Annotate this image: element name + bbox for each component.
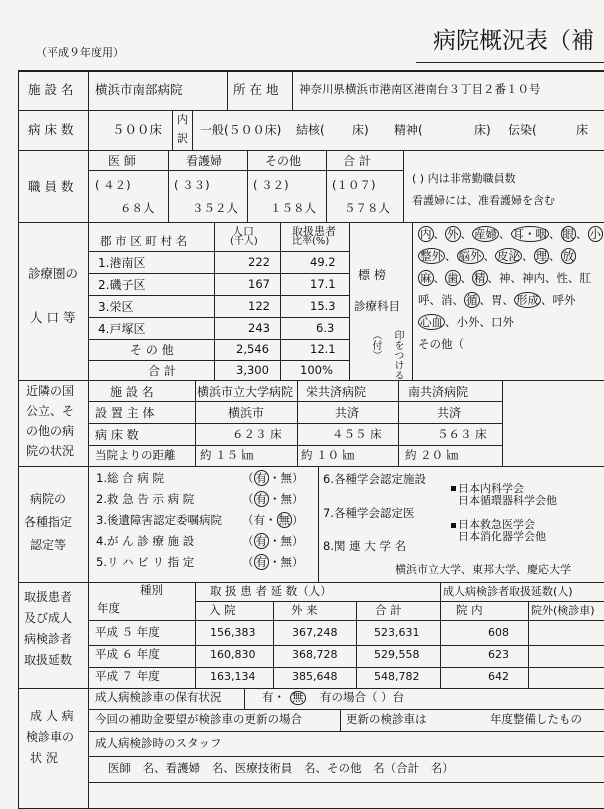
facility-name: 横浜市南部病院 — [95, 82, 183, 97]
staff-breakdown: 医師 名、看護婦 名、医療技術員 名、その他 名（合計 名） — [108, 761, 454, 775]
department-item: 理 — [535, 249, 547, 263]
department-item: 産婦 — [474, 227, 497, 241]
ratio-value: 49.2 — [310, 255, 336, 269]
department-item: 放 — [562, 249, 574, 263]
patient-cell-total: 548,782 — [374, 670, 420, 683]
nearby-label-4: 院の状況 — [26, 444, 75, 458]
screening-label: 成人病検診者取扱延数(人) — [443, 585, 573, 598]
designation-choice: （ 有 ・無） — [242, 492, 304, 506]
col-inside: 院 内 — [456, 603, 483, 617]
department-item: 呼外 — [552, 293, 576, 307]
department-line: 麻 、 歯 、 精 、神、神内、性、肛 — [420, 271, 591, 285]
nearby-hospital-2: 栄共済病院 — [306, 385, 367, 399]
pop-value: 243 — [248, 321, 270, 335]
col-pop: 人口 — [232, 225, 254, 238]
area-row: 2.磯子区 — [98, 278, 146, 292]
location: 神奈川県横浜市港南区港南台３丁目２番１０号 — [299, 82, 541, 96]
department-item: 外 — [447, 227, 459, 241]
update-label: 更新の検診車は — [346, 712, 427, 726]
nearby-hospital-1: 横浜市立大学病院 — [197, 385, 294, 399]
staff-fulltime-doctor: ６８人 — [120, 201, 155, 215]
department-item: 神 — [499, 271, 511, 285]
vehicle-count: 有の場合（ ）台 — [320, 690, 405, 704]
col-area: 郡 市 区 町 村 名 — [100, 234, 188, 248]
col-inpatient: 入 院 — [209, 603, 236, 617]
bracket-mark — [451, 486, 456, 491]
society-doctor-label: 7.各種学会認定医 — [323, 506, 415, 520]
col-outside: 院外(検診車) — [531, 604, 595, 617]
staff-fulltime-other: １５８人 — [270, 201, 316, 215]
staff-fulltime-nurse: ３５２人 — [192, 201, 238, 215]
col-outpatient: 外 来 — [291, 603, 318, 617]
patients-label: 取扱患者 — [24, 590, 73, 604]
nearby-beds-3: ５６３ 床 — [437, 427, 487, 441]
staff-header-nurse: 看護婦 — [186, 154, 223, 168]
ratio-value: 17.1 — [310, 277, 336, 291]
patient-cell-out: 385,648 — [292, 670, 338, 683]
beds-psych: 精神( — [394, 123, 423, 137]
ratio-value: 6.3 — [316, 321, 335, 335]
department-item: 消 — [441, 293, 453, 307]
staff-note-parttime: ( ) 内は非常勤職員数 — [412, 172, 516, 185]
society-2: 日本循環器科学会他 — [458, 494, 557, 507]
patient-cell-inside: 608 — [488, 626, 509, 639]
department-item: 皮泌 — [497, 249, 520, 263]
department-line: 内 、 外 、 産婦 、 耳・咽 、 眼 、 小 — [420, 227, 601, 241]
designation-label-2: 各種指定 — [24, 515, 73, 529]
nearby-label-3: の他の病 — [26, 424, 75, 438]
patient-cell-out: 368,728 — [292, 648, 338, 661]
year-label: 年度 — [97, 601, 120, 615]
area-total: 合 計 — [148, 364, 176, 378]
subsidy-label: 今回の補助金要望が検診車の更新の場合 — [95, 712, 302, 726]
designation-item: 5.リ ハ ビ リ 指 定 — [96, 555, 195, 569]
staff-parttime-doctor: ( ４２) — [95, 178, 131, 192]
area-row: そ の 他 — [130, 343, 174, 357]
distance-2: 約 １０ ㎞ — [301, 448, 355, 462]
universities: 横浜市立大学、東邦大学、慶応大学 — [395, 563, 571, 576]
department-line — [418, 339, 464, 351]
bracket-mark — [451, 523, 456, 528]
patient-cell-out: 367,248 — [292, 626, 338, 639]
beds-total: ５００床 — [112, 122, 163, 137]
facility-name-label: 施 設 名 — [28, 82, 74, 97]
department-item: 心血 — [420, 315, 443, 329]
department-item: 眼 — [562, 227, 574, 241]
patients-group-label: 取 扱 患 者 延 数（人） — [210, 584, 332, 598]
staff-header-other: その他 — [265, 154, 302, 168]
nearby-beds-2: ４５５ 床 — [332, 427, 382, 441]
department-item: 精 — [474, 271, 486, 285]
staff-header-total: 合 計 — [343, 154, 371, 168]
designation-choice: （ 有 ・無） — [242, 534, 304, 548]
patient-cell-year: 平成 ５ 年度 — [95, 625, 160, 639]
owner-1: 横浜市 — [228, 406, 265, 420]
university-label: 8.関 連 大 学 名 — [323, 539, 407, 553]
pop-total: 3,300 — [236, 363, 269, 377]
patients-label-4: 取扱延数 — [24, 653, 73, 667]
department-item: その他（ — [418, 337, 464, 351]
patient-cell-in: 156,383 — [210, 626, 256, 639]
department-item: 性 — [556, 271, 568, 285]
year-note: （平成９年度用） — [36, 46, 124, 59]
vehicle-owned-choice: 有・ — [262, 690, 285, 704]
catchment-label-2: 人 口 等 — [30, 310, 76, 325]
department-item: 循 — [466, 293, 478, 307]
patient-cell-year: 平成 ６ 年度 — [95, 647, 160, 661]
pop-value: 2,546 — [236, 342, 269, 356]
department-item: 肛 — [579, 271, 591, 285]
designation-item: 1.総 合 病 院 — [96, 471, 164, 485]
department-item: 神内 — [522, 271, 545, 285]
owner-3: 共済 — [437, 406, 462, 420]
designation-choice: （有・ 無 ） — [242, 513, 304, 527]
beds-psych-unit: 床) — [474, 123, 491, 137]
beds-label-nearby: 病 床 数 — [95, 428, 139, 442]
society-4: 日本消化器学会他 — [458, 530, 546, 543]
dept-label: 標 榜 — [358, 268, 386, 282]
patient-cell-inside: 642 — [488, 670, 509, 683]
patient-cell-inside: 623 — [488, 648, 509, 661]
designation-choice: （ 有 ・無） — [242, 471, 304, 485]
designation-item: 2.救 急 告 示 病 院 — [96, 492, 195, 506]
department-item: 歯 — [447, 271, 459, 285]
department-item: 胃 — [491, 293, 503, 307]
department-item: 整外 — [420, 249, 443, 263]
pop-value: 222 — [248, 255, 270, 269]
beds-infect-unit: 床 — [576, 123, 589, 137]
beds-tb-unit: 床) — [352, 123, 369, 137]
patient-cell-in: 160,830 — [210, 648, 256, 661]
society-3: 日本救急医学会 — [458, 518, 535, 531]
beds-breakdown-label: 内 — [177, 113, 188, 126]
staff-parttime-other: ( ３２) — [253, 178, 289, 192]
vehicle-owned-circled: 無 — [292, 690, 304, 704]
designation-choice: （ 有 ・無） — [242, 555, 304, 569]
owner-2: 共済 — [335, 406, 360, 420]
patient-cell-year: 平成 ７ 年度 — [95, 669, 160, 683]
department-item: 脳外 — [458, 249, 482, 263]
staff-parttime-nurse: ( ３３) — [174, 178, 210, 192]
department-item: 内 — [420, 227, 432, 241]
owner-label: 設 置 主 体 — [95, 406, 155, 420]
pop-value: 167 — [248, 277, 270, 291]
vehicle-label-3: 状 況 — [30, 751, 58, 765]
vehicle-label-2: 検診車の — [26, 730, 75, 744]
nearby-label: 近隣の国 — [26, 384, 75, 398]
beds-infect: 伝染( — [508, 123, 537, 137]
distance-label: 当院よりの距離 — [95, 448, 176, 462]
update-year: 年度整備したもの — [490, 712, 582, 726]
patient-cell-total: 529,558 — [374, 648, 420, 661]
department-item: 小外 — [456, 315, 480, 329]
mark-note: 印をつける — [392, 330, 403, 380]
page-title: 病院概況表（補 — [433, 28, 594, 54]
designation-item: 3.後遺障害認定委嘱病院 — [96, 513, 222, 527]
patients-label-3: 病検診者 — [24, 632, 73, 646]
department-item: 形成 — [516, 293, 539, 307]
beds-label: 病 床 数 — [28, 122, 74, 137]
department-item: 小 — [589, 227, 601, 241]
col-ratio-unit: 比率(%) — [292, 236, 330, 247]
department-item: 口外 — [491, 315, 514, 329]
patients-label-2: 及び成人 — [24, 611, 73, 625]
department-item: 呼 — [418, 293, 430, 307]
distance-3: 約 ２０ ㎞ — [405, 448, 459, 462]
nearby-beds-1: ６２３ 床 — [232, 427, 282, 441]
designation-label: 病院の — [30, 492, 67, 506]
staff-note-nurse: 看護婦には、准看護婦を含む — [412, 194, 555, 207]
society-facility-label: 6.各種学会認定施設 — [323, 472, 426, 486]
department-line: 心血 、小外、口外 — [420, 315, 514, 329]
area-row: 1.港南区 — [98, 256, 146, 270]
staff-header: 成人病検診時のスタッフ — [95, 736, 222, 750]
staff-label: 職 員 数 — [28, 179, 74, 194]
department-item: 麻 — [420, 271, 432, 285]
vehicle-label: 成 人 病 — [30, 709, 74, 723]
beds-tb: 結核( — [296, 123, 325, 137]
vehicle-owned-label: 成人病検診車の保有状況 — [95, 690, 222, 704]
department-line: 呼、消、 循 、胃、 形成 、呼外 — [418, 293, 576, 307]
nearby-name-label: 施 設 名 — [110, 385, 154, 399]
society-1: 日本内科学会 — [458, 482, 524, 495]
area-row: 4.戸塚区 — [98, 322, 146, 336]
col-total: 合 計 — [375, 603, 402, 617]
nearby-hospital-3: 南共済病院 — [408, 385, 469, 399]
patient-cell-total: 523,631 — [374, 626, 420, 639]
area-row: 3.栄区 — [98, 300, 134, 314]
designation-label-3: 認定等 — [30, 538, 67, 552]
ratio-value: 15.3 — [310, 299, 336, 313]
department-line: 整外 、 脳外 、 皮泌 、 理 、 放 — [420, 249, 574, 263]
ratio-value: 12.1 — [310, 342, 336, 356]
staff-fulltime-total: ５７８人 — [344, 201, 390, 215]
mark-note-2: （付） — [370, 330, 381, 360]
staff-parttime-total: (１０７) — [332, 178, 376, 192]
distance-1: 約 １５ ㎞ — [200, 448, 254, 462]
staff-header-doctor: 医 師 — [108, 154, 136, 168]
beds-general: 一般(５００床) — [200, 123, 282, 137]
dept-label-2: 診療科目 — [354, 299, 400, 313]
nearby-label-2: 公立、そ — [26, 404, 75, 418]
patient-cell-in: 163,134 — [210, 670, 256, 683]
col-ratio: 取扱患者 — [292, 225, 336, 238]
designation-item: 4.が ん 診 療 施 設 — [96, 534, 195, 548]
catchment-label: 診療圏の — [28, 266, 79, 281]
department-item: 耳・咽 — [512, 227, 547, 241]
beds-breakdown-label-2: 訳 — [177, 132, 188, 145]
col-pop-unit: (千人) — [230, 236, 258, 247]
pop-value: 122 — [248, 299, 270, 313]
ratio-total: 100% — [300, 363, 333, 377]
kind-label: 種別 — [140, 583, 163, 597]
location-label: 所 在 地 — [233, 82, 279, 97]
